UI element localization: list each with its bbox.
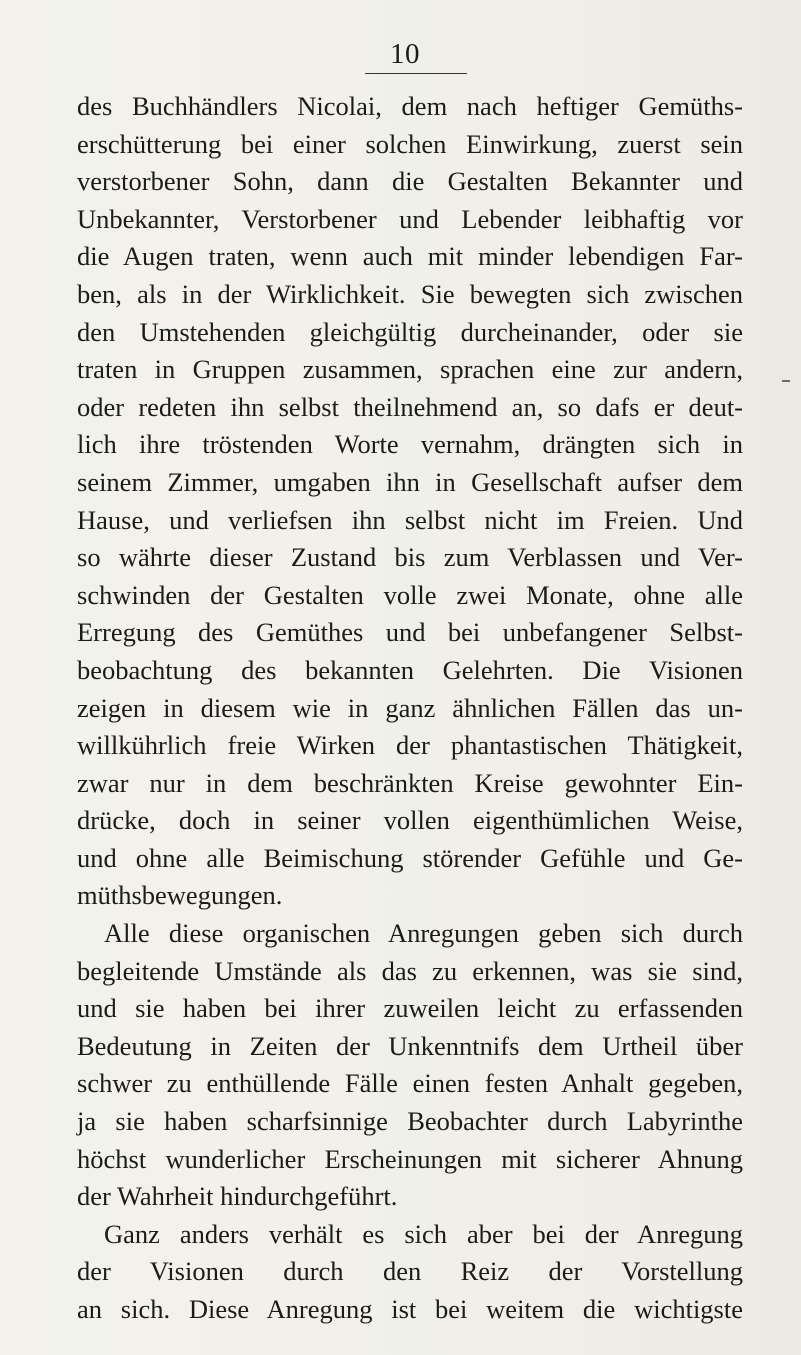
text-line: Ganz anders verhält es sich aber bei der Anregung [104, 1218, 743, 1249]
text-line: Erregung des Gemüthes und bei unbefangener Selbst- [77, 617, 743, 648]
text-line: und sie haben bei ihrer zuweilen leicht zu erfassenden [77, 993, 743, 1024]
text-line: Alle diese organischen Anregungen geben sich durch [104, 918, 743, 949]
text-line: der Visionen durch den Reiz der Vorstellung [77, 1256, 743, 1287]
text-line: oder redeten ihn selbst theilnehmend an, so dafs er deut- [77, 391, 743, 422]
text-line: traten in Gruppen zusammen, sprachen eine zur andern, [77, 354, 743, 385]
text-line: höchst wunderlicher Erscheinungen mit sicherer Ahnung [77, 1143, 743, 1174]
text-line: an sich. Diese Anregung ist bei weitem die wichtigste [77, 1294, 743, 1324]
text-line: Bedeutung in Zeiten der Unkenntnifs dem Urtheil über [77, 1030, 743, 1061]
text-line: beobachtung des bekannten Gelehrten. Die Visionen [77, 654, 743, 685]
text-line: des Buchhändlers Nicolai, dem nach heftiger Gemüths- [77, 91, 743, 121]
text-line: die Augen traten, wenn auch mit minder lebendigen Far- [77, 241, 743, 272]
page-number-rule [365, 73, 467, 74]
text-line: und ohne alle Beimischung störender Gefühle und Ge- [77, 842, 743, 873]
text-line: lich ihre tröstenden Worte vernahm, drängten sich in [77, 429, 743, 460]
text-line: so währte dieser Zustand bis zum Verblassen und Ver- [77, 542, 743, 573]
text-line: schwinden der Gestalten volle zwei Monate, ohne alle [77, 579, 743, 610]
text-line: der Wahrheit hindurchgeführt. [77, 1181, 398, 1212]
text-line: ben, als in der Wirklichkeit. Sie bewegten sich zwischen [77, 278, 743, 309]
text-line: verstorbener Sohn, dann die Gestalten Bekannter und [77, 166, 743, 197]
text-line: willkührlich freie Wirken der phantastischen Thätigkeit, [77, 730, 743, 761]
text-line: Unbekannter, Verstorbener und Lebender leibhaftig vor [77, 203, 743, 234]
text-line: müthsbewegungen. [77, 880, 283, 911]
text-line: erschütterung bei einer solchen Einwirkung, zuerst sein [77, 128, 743, 159]
text-line: Hause, und verliefsen ihn selbst nicht im Freien. Und [77, 504, 743, 535]
text-line: zeigen in diesem wie in ganz ähnlichen Fällen das un- [77, 692, 743, 723]
text-line: drücke, doch in seiner vollen eigenthümlichen Weise, [77, 805, 743, 836]
body-text [77, 88, 743, 1329]
text-line: ja sie haben scharfsinnige Beobachter durch Labyrinthe [77, 1106, 743, 1137]
margin-mark [782, 380, 790, 382]
text-line: zwar nur in dem beschränkten Kreise gewohnter Ein- [77, 767, 743, 798]
text-line: schwer zu enthüllende Fälle einen festen Anhalt gegeben, [77, 1068, 743, 1099]
text-line: seinem Zimmer, umgaben ihn in Gesellschaft aufser dem [77, 466, 743, 497]
page-number: 10 [390, 38, 420, 70]
text-line: den Umstehenden gleichgültig durcheinander, oder sie [77, 316, 743, 347]
text-line: begleitende Umstände als das zu erkennen, was sie sind, [77, 955, 743, 986]
